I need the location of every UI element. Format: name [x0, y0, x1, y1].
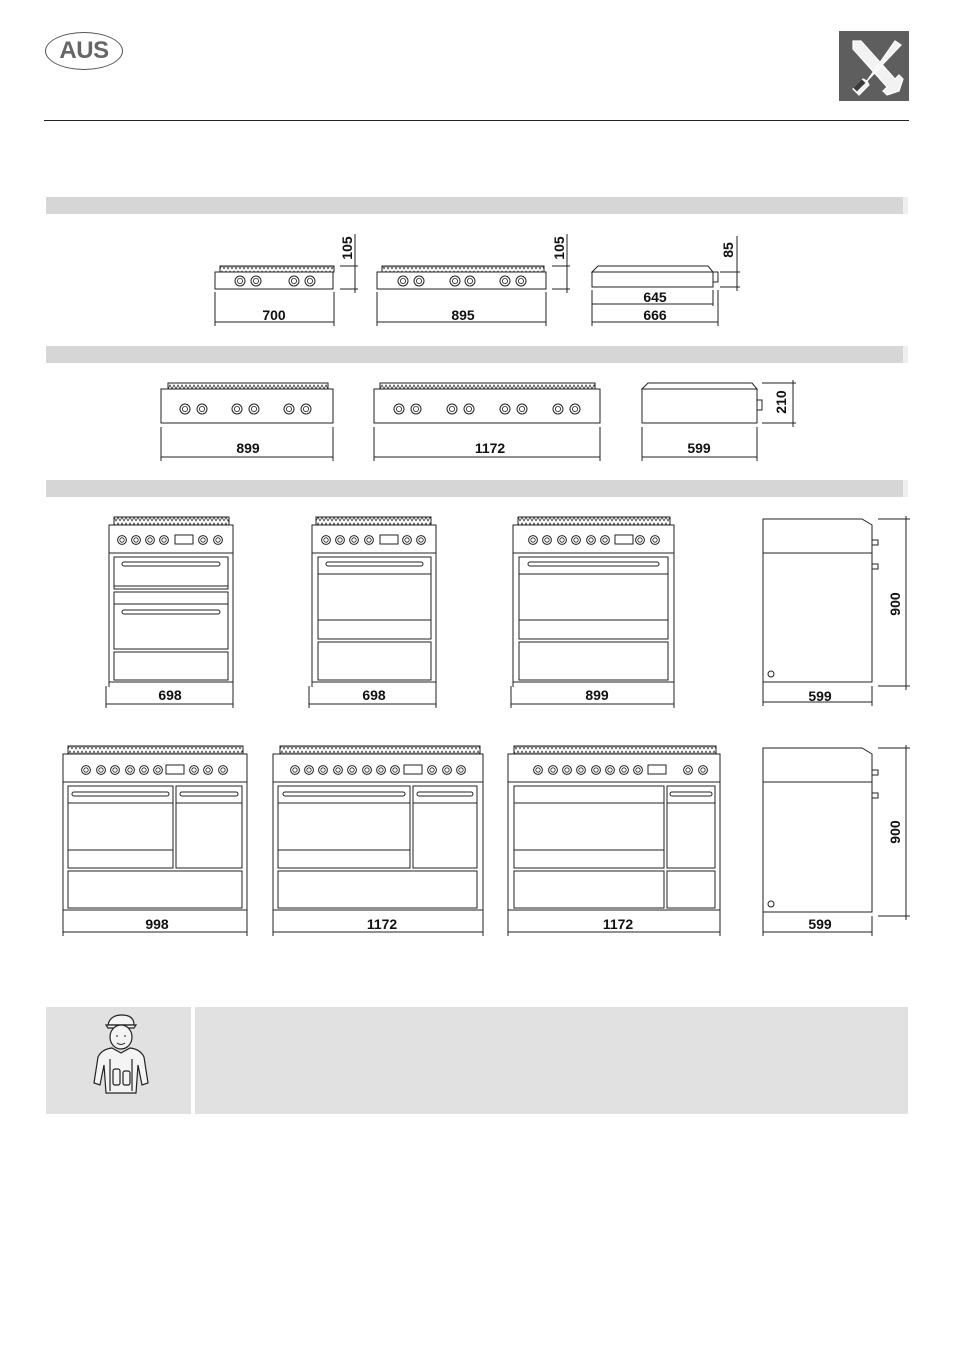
dim-label: 899 [236, 440, 260, 456]
dim-label: 599 [687, 440, 711, 456]
note-icon-panel [46, 1007, 191, 1114]
note-text-panel [195, 1007, 908, 1114]
dim-label: 645 [643, 289, 667, 305]
dim-label: 1172 [602, 916, 634, 932]
dim-label: 900 [887, 820, 903, 844]
dim-label: 666 [643, 307, 667, 323]
dim-label: 1172 [474, 440, 506, 456]
dim-label: 895 [451, 307, 475, 323]
installer-note [46, 1007, 908, 1114]
dim-label: 599 [808, 688, 832, 704]
dim-label: 998 [145, 916, 169, 932]
dim-label: 599 [808, 916, 832, 932]
dim-label: 85 [720, 242, 736, 258]
dim-label: 210 [773, 390, 789, 414]
region-badge: AUS [45, 32, 123, 70]
dim-label: 105 [551, 236, 567, 260]
dim-label: 105 [339, 236, 355, 260]
dim-label: 698 [362, 687, 386, 703]
dim-label: 899 [585, 687, 609, 703]
dim-label: 700 [262, 307, 286, 323]
dim-label: 698 [158, 687, 182, 703]
technician-icon [88, 1013, 154, 1095]
dim-label: 900 [887, 592, 903, 616]
dim-label: 1172 [366, 916, 398, 932]
